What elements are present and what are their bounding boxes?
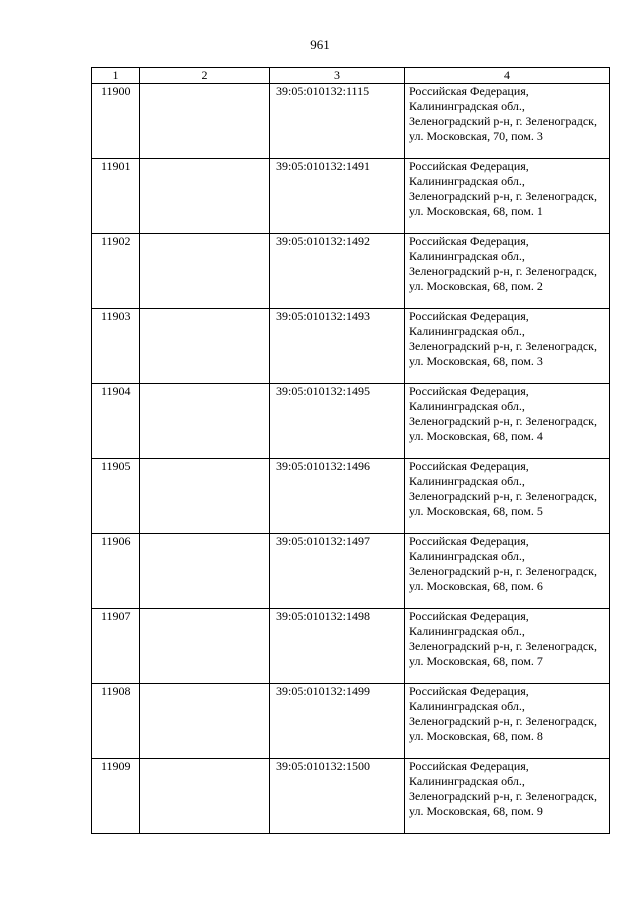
table-row [92, 384, 610, 459]
record-number: 11900 [92, 84, 140, 159]
record-col2 [140, 234, 270, 309]
address: Российская Федерация, Калининградская обл., Зеленоградский р-н, г. Зеленоградск, ул. Московская, 68, пом. 9 [405, 759, 610, 834]
record-col2 [140, 159, 270, 234]
record-col2 [140, 384, 270, 459]
address: Российская Федерация, Калининградская обл., Зеленоградский р-н, г. Зеленоградск, ул. Московская, 68, пом. 1 [405, 159, 610, 234]
cadastral-number: 39:05:010132:1495 [270, 384, 405, 459]
cadastral-number: 39:05:010132:1500 [270, 759, 405, 834]
record-number: 11902 [92, 234, 140, 309]
table-row [92, 159, 610, 234]
cadastral-number: 39:05:010132:1497 [270, 534, 405, 609]
table-header-row [92, 68, 610, 84]
record-col2 [140, 459, 270, 534]
table-row [92, 459, 610, 534]
table-row [92, 84, 610, 159]
table-row [92, 609, 610, 684]
record-number: 11903 [92, 309, 140, 384]
record-col2 [140, 309, 270, 384]
column-header-2: 2 [140, 68, 270, 84]
table-row [92, 534, 610, 609]
record-col2 [140, 609, 270, 684]
address: Российская Федерация, Калининградская обл., Зеленоградский р-н, г. Зеленоградск, ул. Московская, 68, пом. 3 [405, 309, 610, 384]
registry-table [91, 67, 610, 834]
table-row [92, 684, 610, 759]
column-header-4: 4 [405, 68, 610, 84]
address: Российская Федерация, Калининградская обл., Зеленоградский р-н, г. Зеленоградск, ул. Московская, 68, пом. 2 [405, 234, 610, 309]
address: Российская Федерация, Калининградская обл., Зеленоградский р-н, г. Зеленоградск, ул. Московская, 68, пом. 5 [405, 459, 610, 534]
record-number: 11905 [92, 459, 140, 534]
cadastral-number: 39:05:010132:1498 [270, 609, 405, 684]
record-number: 11907 [92, 609, 140, 684]
table-row [92, 759, 610, 834]
address: Российская Федерация, Калининградская обл., Зеленоградский р-н, г. Зеленоградск, ул. Московская, 68, пом. 4 [405, 384, 610, 459]
address: Российская Федерация, Калининградская обл., Зеленоградский р-н, г. Зеленоградск, ул. Московская, 68, пом. 7 [405, 609, 610, 684]
cadastral-number: 39:05:010132:1491 [270, 159, 405, 234]
table-row [92, 234, 610, 309]
record-col2 [140, 684, 270, 759]
record-col2 [140, 759, 270, 834]
record-number: 11908 [92, 684, 140, 759]
cadastral-number: 39:05:010132:1499 [270, 684, 405, 759]
cadastral-number: 39:05:010132:1492 [270, 234, 405, 309]
record-number: 11906 [92, 534, 140, 609]
record-number: 11909 [92, 759, 140, 834]
cadastral-number: 39:05:010132:1496 [270, 459, 405, 534]
record-col2 [140, 84, 270, 159]
address: Российская Федерация, Калининградская обл., Зеленоградский р-н, г. Зеленоградск, ул. Московская, 68, пом. 6 [405, 534, 610, 609]
address: Российская Федерация, Калининградская обл., Зеленоградский р-н, г. Зеленоградск, ул. Московская, 68, пом. 8 [405, 684, 610, 759]
record-number: 11901 [92, 159, 140, 234]
record-col2 [140, 534, 270, 609]
column-header-1: 1 [92, 68, 140, 84]
table-row [92, 309, 610, 384]
cadastral-number: 39:05:010132:1115 [270, 84, 405, 159]
cadastral-number: 39:05:010132:1493 [270, 309, 405, 384]
column-header-3: 3 [270, 68, 405, 84]
page-number: 961 [310, 37, 330, 52]
address: Российская Федерация, Калининградская обл., Зеленоградский р-н, г. Зеленоградск, ул. Московская, 70, пом. 3 [405, 84, 610, 159]
record-number: 11904 [92, 384, 140, 459]
